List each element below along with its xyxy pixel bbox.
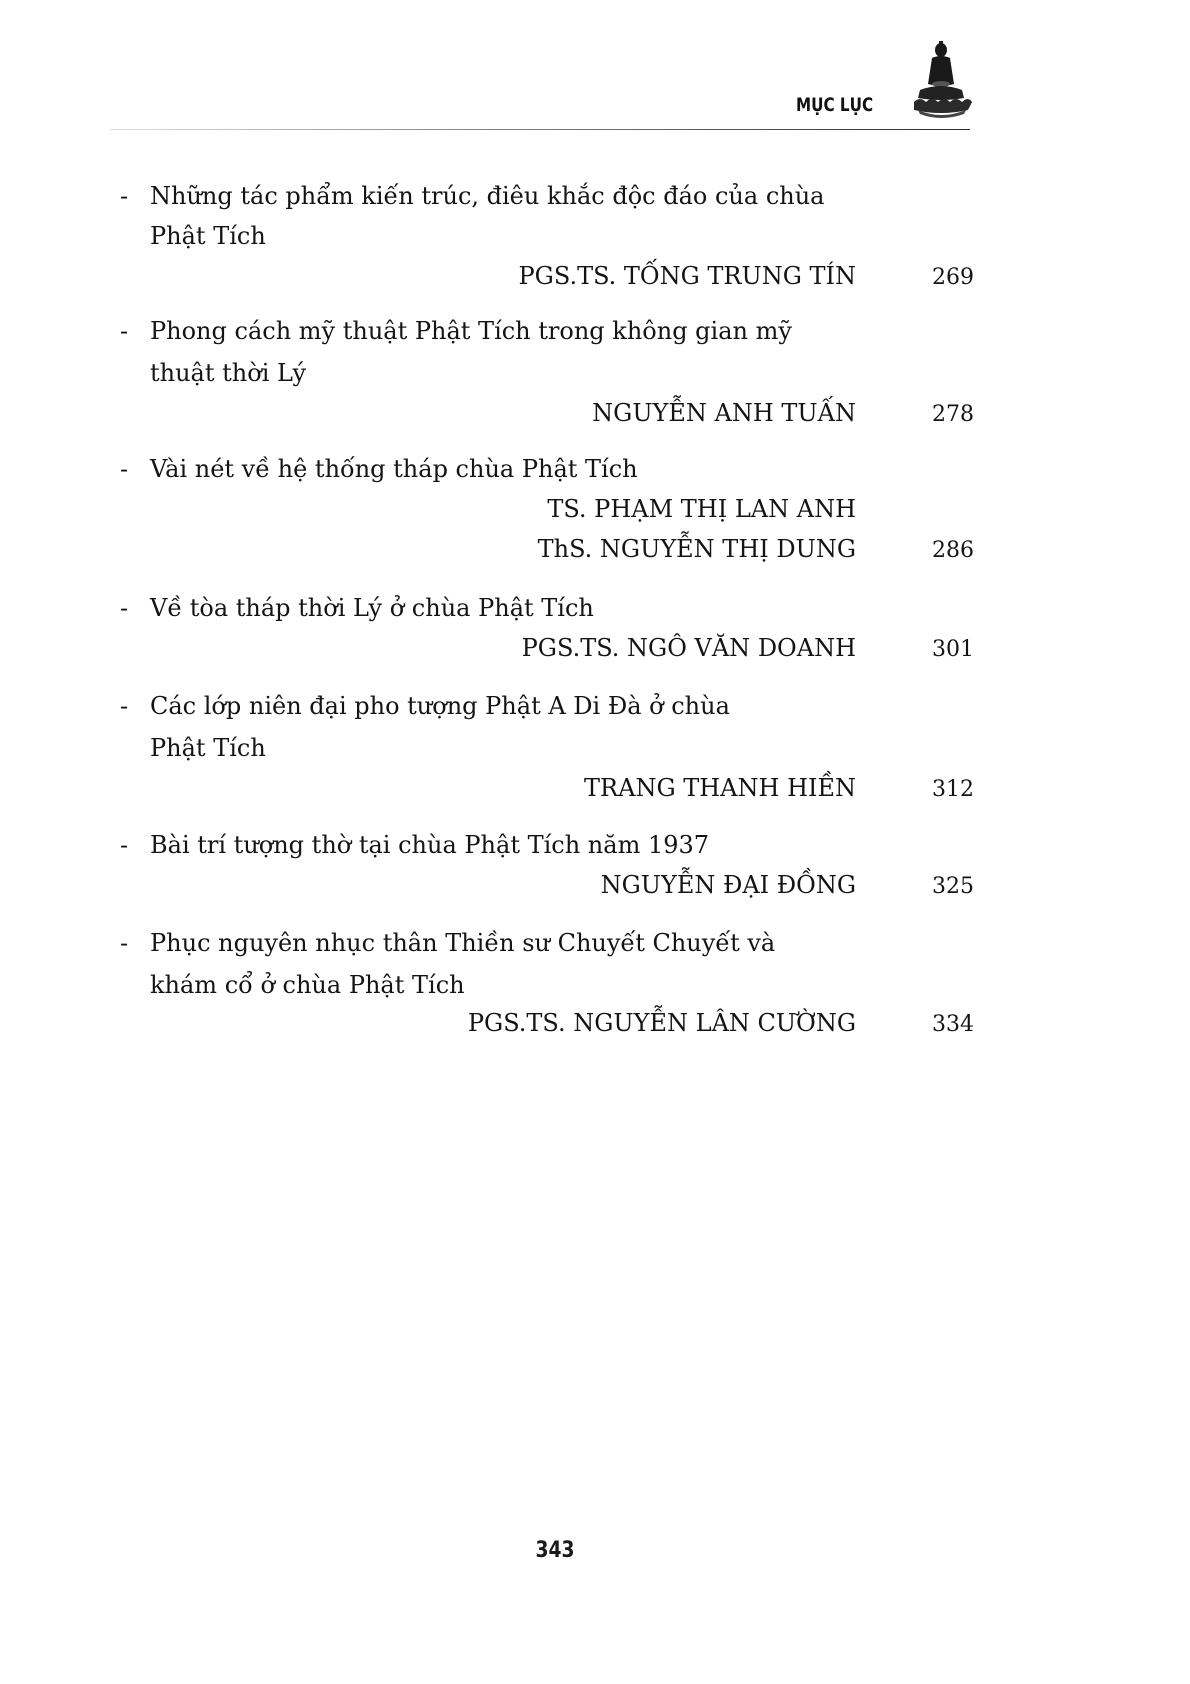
entry-author: TRANG THANH HIỀN: [584, 774, 856, 802]
entry-page-number: 269: [932, 265, 974, 290]
entry-page-number: 334: [932, 1012, 974, 1037]
entry-page-number: 286: [932, 538, 974, 563]
running-header-title: MỤC LỤC: [796, 94, 874, 116]
entry-page-number: 312: [932, 777, 974, 802]
entry-bullet: -: [120, 317, 129, 345]
entry-bullet: -: [120, 929, 129, 957]
entry-title-line: Phật Tích: [150, 734, 266, 762]
buddha-statue-icon: [908, 40, 974, 120]
entry-author: NGUYỄN ĐẠI ĐỒNG: [600, 871, 856, 899]
entry-author: TS. PHẠM THỊ LAN ANH: [547, 495, 856, 523]
entry-author: ThS. NGUYỄN THỊ DUNG: [537, 535, 856, 563]
entry-bullet: -: [120, 692, 129, 720]
entry-title-line: khám cổ ở chùa Phật Tích: [150, 971, 465, 999]
entry-title-line: Phật Tích: [150, 222, 266, 250]
entry-page-number: 278: [932, 402, 974, 427]
entry-title-line: thuật thời Lý: [150, 359, 307, 387]
entry-bullet: -: [120, 455, 129, 483]
entry-bullet: -: [120, 831, 129, 859]
entry-author: PGS.TS. NGUYỄN LÂN CƯỜNG: [467, 1009, 856, 1037]
entry-title-line: Vài nét về hệ thống tháp chùa Phật Tích: [150, 455, 638, 483]
entry-author: PGS.TS. NGÔ VĂN DOANH: [521, 634, 856, 662]
entry-page-number: 325: [932, 874, 974, 899]
entry-bullet: -: [120, 594, 129, 622]
entry-author: PGS.TS. TỐNG TRUNG TÍN: [518, 262, 856, 290]
entry-title-line: Bài trí tượng thờ tại chùa Phật Tích năm 1937: [150, 831, 710, 859]
entry-title-line: Những tác phẩm kiến trúc, điêu khắc độc đáo của chùa: [150, 182, 825, 210]
entry-title-line: Về tòa tháp thời Lý ở chùa Phật Tích: [150, 594, 594, 622]
entry-title-line: Phục nguyên nhục thân Thiền sư Chuyết Chuyết và: [150, 929, 776, 957]
entry-title-line: Phong cách mỹ thuật Phật Tích trong không gian mỹ: [150, 317, 792, 345]
entry-author: NGUYỄN ANH TUẤN: [592, 399, 856, 427]
entry-bullet: -: [120, 182, 129, 210]
header-rule: [110, 129, 970, 130]
footer-page-number: 343: [535, 1538, 575, 1563]
entry-page-number: 301: [932, 637, 974, 662]
entry-title-line: Các lớp niên đại pho tượng Phật A Di Đà ở chùa: [150, 692, 730, 720]
